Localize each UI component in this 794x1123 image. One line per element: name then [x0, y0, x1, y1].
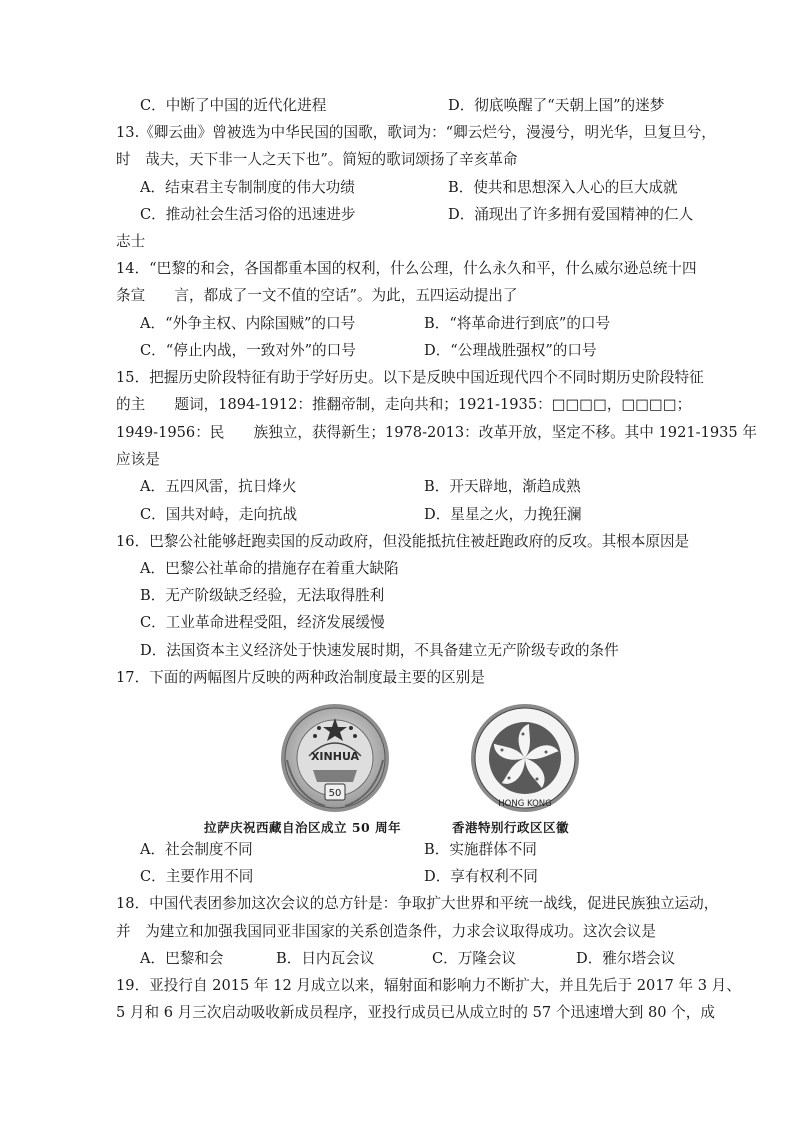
q19-stem-line-1: 19．亚投行自 2015 年 12 月成立以来，辐射面和影响力不断扩大，并且先后于 2017 年 3 月、	[116, 977, 741, 994]
q15-option-a: A．五四风雷，抗日烽火	[140, 478, 297, 495]
q15-stem-line-1: 15．把握历史阶段特征有助于学好历史。以下是反映中国近现代四个不同时期历史阶段特征	[116, 369, 704, 386]
hong-kong-emblem	[445, 700, 605, 820]
q18-option-c: C．万隆会议	[432, 950, 517, 967]
q14-stem-line-1: 14．“巴黎的和会，各国都重本国的权利，什么公理，什么永久和平，什么威尔逊总统十四	[116, 260, 697, 277]
tibet-emblem-caption: 拉萨庆祝西藏自治区成立 50 周年	[204, 820, 402, 835]
q13-stem-line-1: 13.《卿云曲》曾被选为中华民国的国歌，歌词为：“卿云烂兮，漫漫兮，明光华，旦复旦兮，	[116, 124, 716, 141]
q13-option-b: B．使共和思想深入人心的巨大成就	[448, 179, 678, 196]
q15-stem-line-4: 应该是	[116, 451, 160, 468]
q18-stem-line-2: 并 为建立和加强我国同亚非国家的关系创造条件，力求会议取得成功。这次会议是	[116, 923, 656, 940]
hong-kong-emblem-caption: 香港特别行政区区徽	[452, 820, 570, 835]
q13-option-d-continuation: 志士	[116, 233, 146, 250]
q18-option-b: B．日内瓦会议	[276, 950, 375, 967]
q18-stem-line-1: 18．中国代表团参加这次会议的总方针是：争取扩大世界和平统一战线，促进民族独立运动，	[116, 895, 719, 912]
q16-option-a: A．巴黎公社革命的措施存在着重大缺陷	[140, 560, 399, 577]
q15-option-d: D．星星之火，力挽狂澜	[424, 506, 582, 523]
tibet-emblem-number: 50	[328, 788, 342, 799]
q14-stem-line-2: 条宣 言，都成了一文不值的空话”。为此，五四运动提出了	[116, 287, 518, 304]
q14-option-b: B．“将革命进行到底”的口号	[424, 315, 611, 332]
q12-option-c: C．中断了中国的近代化进程	[140, 97, 327, 114]
q14-option-d: D．“公理战胜强权”的口号	[424, 342, 597, 359]
tibet-anniversary-emblem	[255, 700, 415, 820]
q13-option-c: C．推动社会生活习俗的迅速进步	[140, 206, 356, 223]
hong-kong-emblem-label: HONG KONG	[498, 799, 552, 809]
q12-option-d: D．彻底唤醒了“天朝上国”的迷梦	[448, 97, 665, 114]
q18-option-a: A．巴黎和会	[140, 950, 224, 967]
q13-stem-line-2: 时 哉夫，天下非一人之天下也”。简短的歌词颂扬了辛亥革命	[116, 151, 518, 168]
q15-stem-line-2: 的主 题词，1894-1912：推翻帝制，走向共和；1921-1935：□□□□，□□□□；	[116, 396, 692, 413]
q13-option-a: A．结束君主专制制度的伟大功绩	[140, 179, 355, 196]
q17-option-a: A．社会制度不同	[140, 841, 253, 858]
q17-stem: 17．下面的两幅图片反映的两种政治制度最主要的区别是	[116, 669, 485, 686]
q15-option-c: C．国共对峙，走向抗战	[140, 506, 298, 523]
q13-option-d: D．涌现出了许多拥有爱国精神的仁人	[448, 206, 694, 223]
q15-option-b: B．开天辟地，渐趋成熟	[424, 478, 581, 495]
q16-option-c: C．工业革命进程受阻，经济发展缓慢	[140, 614, 385, 631]
q17-option-d: D．享有权利不同	[424, 868, 538, 885]
q18-option-d: D．雅尔塔会议	[576, 950, 676, 967]
q19-stem-line-2: 5 月和 6 月三次启动吸收新成员程序，亚投行成员已从成立时的 57 个迅速增大到 80 个，成	[116, 1004, 715, 1021]
q16-option-d: D．法国资本主义经济处于快速发展时期，不具备建立无产阶级专政的条件	[140, 642, 619, 659]
q16-option-b: B．无产阶级缺乏经验，无法取得胜利	[140, 587, 385, 604]
q17-option-b: B．实施群体不同	[424, 841, 537, 858]
q14-option-c: C．“停止内战，一致对外”的口号	[140, 342, 356, 359]
q14-option-a: A．“外争主权、内除国贼”的口号	[140, 315, 356, 332]
q16-stem: 16．巴黎公社能够赶跑卖国的反动政府，但没能抵抗住被赶跑政府的反攻。其根本原因是	[116, 533, 690, 550]
q15-stem-line-3: 1949-1956：民 族独立，获得新生；1978-2013：改革开放，坚定不移。其中 1921-1935 年	[116, 424, 757, 441]
tibet-emblem-label: XINHUA	[310, 750, 360, 763]
q17-option-c: C．主要作用不同	[140, 868, 254, 885]
